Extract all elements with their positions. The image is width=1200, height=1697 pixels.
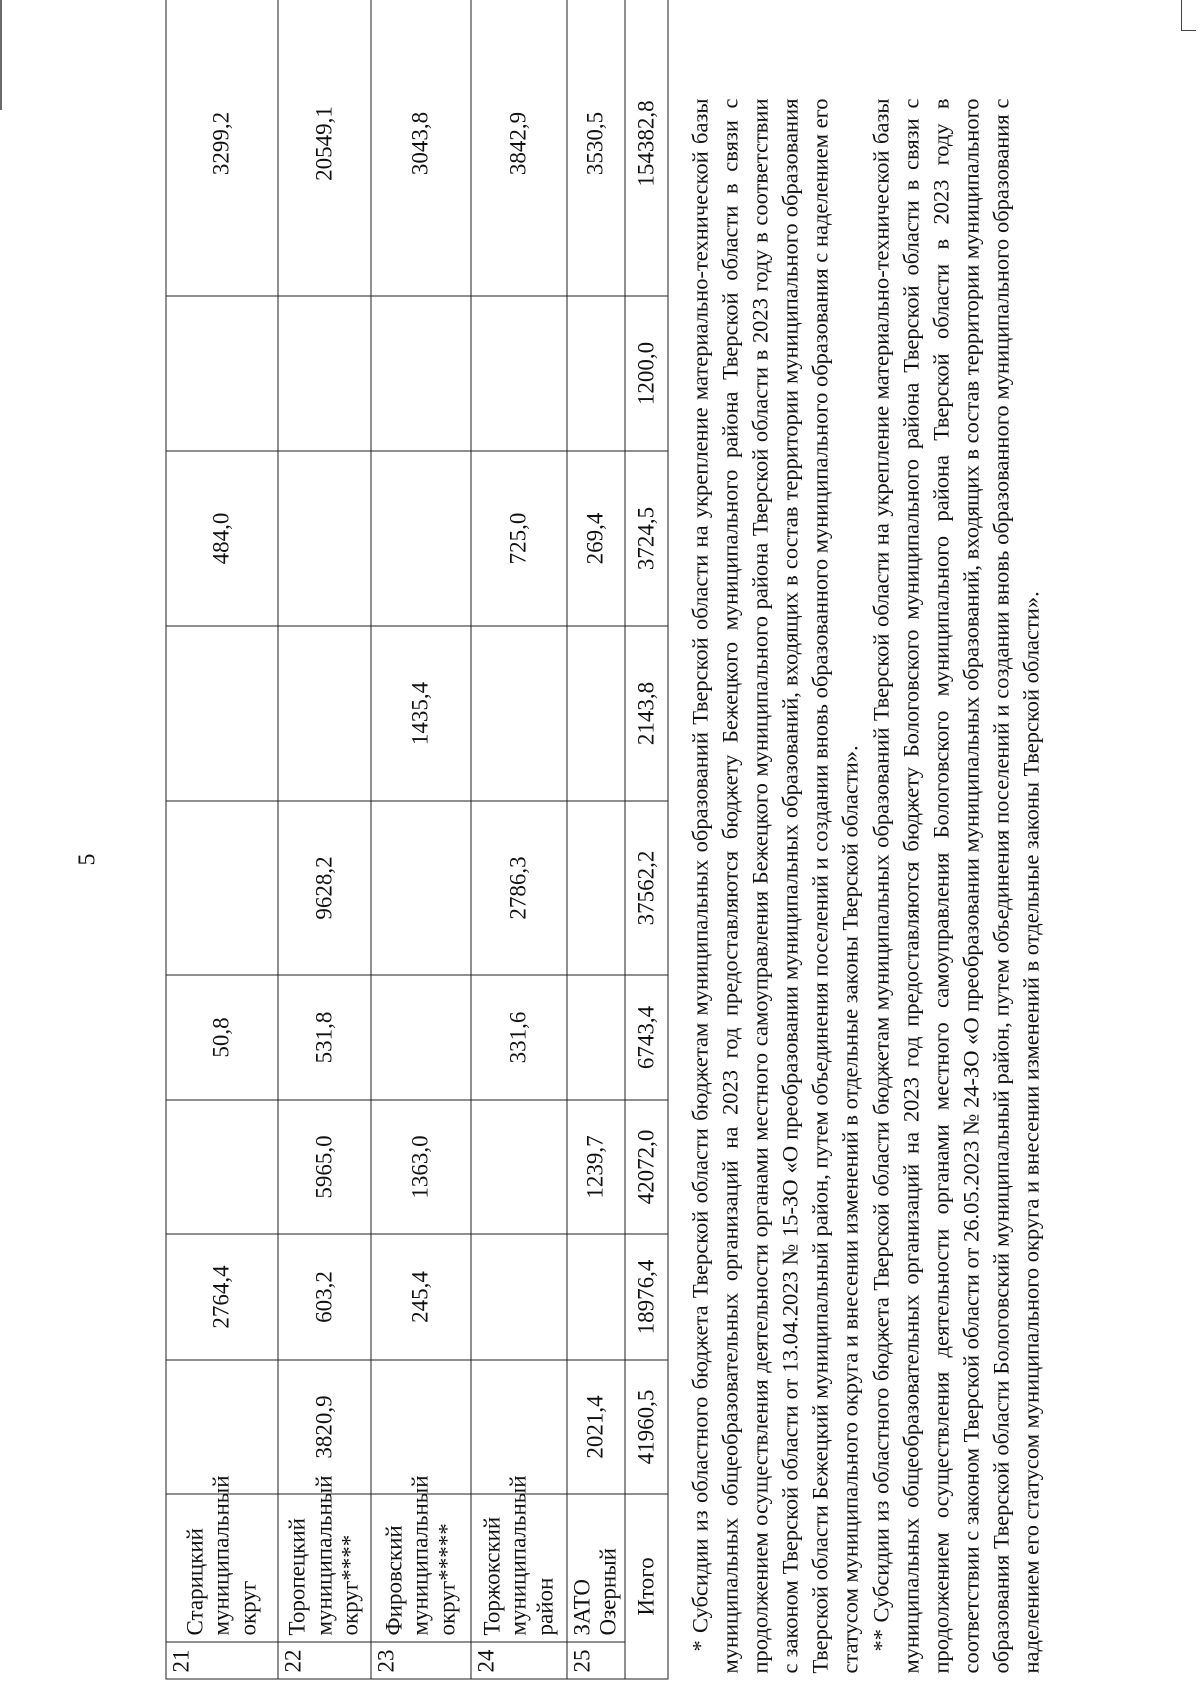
table-cell	[166, 296, 278, 451]
total-row	[625, 0, 668, 1679]
municipality-name: Торопецкий муниципальный округ****	[278, 1494, 371, 1642]
rotated-page-content	[166, 92, 1111, 1680]
grand-total-cell: 154382,8	[625, 0, 668, 296]
scan-edge-line	[0, 0, 2, 110]
row-number: 23	[371, 1642, 471, 1679]
table-cell	[278, 296, 371, 451]
table-cell	[278, 451, 371, 626]
table-cell	[471, 1100, 567, 1234]
table-cell: 725,0	[471, 451, 567, 626]
table-cell: 9628,2	[278, 801, 371, 975]
table-cell	[166, 1360, 278, 1494]
table-cell	[471, 296, 567, 451]
table-row	[278, 0, 371, 1679]
row-total: 3299,2	[166, 0, 278, 296]
table-cell: 5965,0	[278, 1100, 371, 1234]
total-cell: 41960,5	[625, 1360, 668, 1494]
row-number: 25	[567, 1642, 625, 1679]
table-cell	[567, 626, 625, 801]
total-cell: 2143,8	[625, 626, 668, 801]
table-cell	[166, 626, 278, 801]
scan-corner-mark	[1181, 0, 1196, 31]
table-cell	[166, 801, 278, 975]
municipality-name: ЗАТО Озерный	[567, 1494, 625, 1642]
table-cell	[166, 1100, 278, 1234]
table-row	[471, 0, 567, 1679]
footnotes	[686, 99, 1047, 1674]
table-cell	[567, 1234, 625, 1360]
footnote-2: ** Субсидии из областного бюджета Тверской области бюджетам муниципальных образований Тверской области на укрепление материально-технической базы муниципальных общеобразовательных организаций на 2023 год предоставляются бюджету Бологовского муниципального района Тверской области в связи с продолжением осуществления деятельности органами местного самоуправления Бологовского муниципального района Тверской области в 2023 году в соответствии с законом Тверской области от 26.05.2023 № 24-ЗО «О преобразовании муниципальных образований, входящих в состав территории муниципального образования Тверской области Бологовский муниципальный район, путем объединения поселений и создании вновь образованного муниципального образования с наделением его статусом муниципального округа и внесении изменений в отдельные законы Тверской области».	[868, 98, 1044, 1674]
table-cell: 1239,7	[567, 1100, 625, 1234]
total-cell: 37562,2	[625, 801, 668, 975]
municipality-name: Торжокский муниципальный район	[471, 1494, 567, 1642]
table-cell	[371, 801, 471, 975]
municipality-name: Старицкий муниципальный округ	[166, 1494, 278, 1642]
table-cell	[278, 626, 371, 801]
table-cell: 269,4	[567, 451, 625, 626]
footnote-1: * Субсидии из областного бюджета Тверской области бюджетам муниципальных образований Тверской области на укрепление материально-технической базы муниципальных общеобразовательных организаций на 2023 год предоставляются бюджету Бежецкого муниципального района Тверской области в связи с продолжением осуществления деятельности органами местного самоуправления Бежецкого муниципального района Тверской области в 2023 году в соответствии с законом Тверской области от 13.04.2023 № 15-ЗО «О преобразовании муниципальных образований, входящих в состав территории муниципального образования Тверской области Бежецкий муниципальный район, путем объединения поселений и создании вновь образованного муниципального образования с наделением его статусом муниципального округа и внесении изменений в отдельные законы Тверской области».	[687, 98, 863, 1674]
table-cell	[371, 975, 471, 1100]
table-cell	[471, 626, 567, 801]
total-cell: 3724,5	[625, 451, 668, 626]
row-total: 20549,1	[278, 0, 371, 296]
table-cell: 2764,4	[166, 1234, 278, 1360]
page-number: 5	[74, 853, 101, 866]
row-total: 3842,9	[471, 0, 567, 296]
total-cell: 42072,0	[625, 1100, 668, 1234]
total-label: Итого	[625, 1494, 668, 1679]
municipality-name: Фировский муниципальный округ*****	[371, 1494, 471, 1642]
table-row	[567, 0, 625, 1679]
table-cell	[471, 1360, 567, 1494]
table-cell	[471, 1234, 567, 1360]
table-cell: 50,8	[166, 975, 278, 1100]
table-cell: 2021,4	[567, 1360, 625, 1494]
row-number: 22	[278, 1642, 371, 1679]
row-number: 24	[471, 1642, 567, 1679]
table-cell: 2786,3	[471, 801, 567, 975]
table-cell	[371, 296, 471, 451]
table-cell: 603,2	[278, 1234, 371, 1360]
table-cell	[567, 975, 625, 1100]
row-total: 3530,5	[567, 0, 625, 296]
subsidy-table	[166, 0, 669, 1680]
table-cell: 245,4	[371, 1234, 471, 1360]
table-cell: 1363,0	[371, 1100, 471, 1234]
total-cell: 6743,4	[625, 975, 668, 1100]
table-row	[166, 0, 278, 1679]
table-cell: 531,8	[278, 975, 371, 1100]
table-cell: 3820,9	[278, 1360, 371, 1494]
total-cell: 18976,4	[625, 1234, 668, 1360]
table-cell	[371, 451, 471, 626]
table-cell	[567, 801, 625, 975]
table-cell	[567, 296, 625, 451]
row-number: 21	[166, 1642, 278, 1679]
table-cell	[371, 1360, 471, 1494]
table-cell: 484,0	[166, 451, 278, 626]
table-cell: 1435,4	[371, 626, 471, 801]
table-row	[371, 0, 471, 1679]
total-cell: 1200,0	[625, 296, 668, 451]
row-total: 3043,8	[371, 0, 471, 296]
table-cell: 331,6	[471, 975, 567, 1100]
